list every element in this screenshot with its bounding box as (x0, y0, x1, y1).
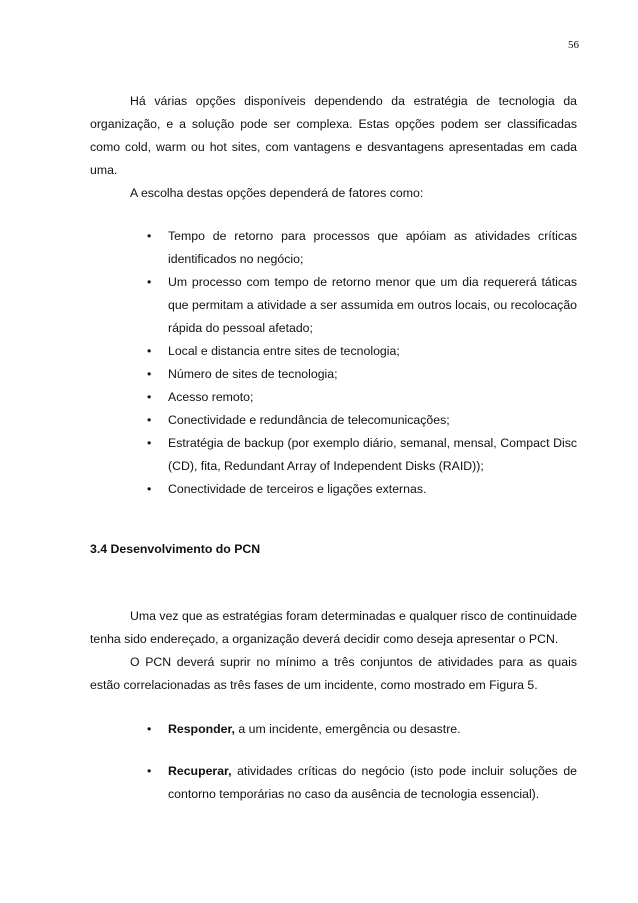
list-item (90, 225, 577, 271)
bullet-icon: • (147, 344, 152, 358)
list-item (90, 478, 577, 501)
phase-term: Recuperar, (168, 764, 232, 778)
section-heading: 3.4 Desenvolvimento do PCN (90, 542, 261, 556)
factors-list (90, 225, 577, 501)
strategy-paragraph: Uma vez que as estratégias foram determinadas e qualquer risco de continuidade tenha sido endereçado, a organização deverá decidir como deseja apresentar o PCN. (90, 609, 577, 646)
page-content (90, 90, 577, 806)
list-item-text: Estratégia de backup (por exemplo diário, semanal, mensal, Compact Disc (CD), fita, Redundant Array of Independent Disks (RAID)); (168, 436, 577, 473)
bullet-icon: • (147, 482, 152, 496)
bullet-icon: • (147, 722, 152, 736)
bullet-icon: • (147, 436, 152, 450)
bullet-icon: • (147, 229, 152, 243)
list-item-text: Conectividade de terceiros e ligações externas. (168, 482, 427, 496)
phase-text: atividades críticas do negócio (isto pode incluir soluções de contorno temporárias no caso da ausência de tecnologia essencial). (168, 764, 577, 801)
list-item (90, 718, 577, 741)
list-item (90, 409, 577, 432)
intro-paragraph: Há várias opções disponíveis dependendo da estratégia de tecnologia da organização, e a solução pode ser complexa. Estas opções podem ser classificadas como cold, warm ou hot sites, com vantagens e desvantagens apresentadas em cada uma. (90, 94, 577, 177)
activities-paragraph: O PCN deverá suprir no mínimo a três conjuntos de atividades para as quais estão correlacionadas as três fases de um incidente, como mostrado em Figura 5. (90, 655, 577, 692)
phases-list (90, 718, 577, 806)
bullet-icon: • (147, 413, 152, 427)
list-item-text: Número de sites de tecnologia; (168, 367, 338, 381)
list-item (90, 363, 577, 386)
bullet-icon: • (147, 390, 152, 404)
bullet-icon: • (147, 275, 152, 289)
list-item-text: Conectividade e redundância de telecomunicações; (168, 413, 450, 427)
list-item-text: Local e distancia entre sites de tecnologia; (168, 344, 400, 358)
list-item-text: Um processo com tempo de retorno menor que um dia requererá táticas que permitam a atividade a ser assumida em outros locais, ou recolocação rápida do pessoal afetado; (168, 275, 577, 335)
list-item (90, 386, 577, 409)
factors-lead-paragraph: A escolha destas opções dependerá de fatores como: (130, 186, 424, 200)
list-item (90, 271, 577, 340)
list-item-text: Tempo de retorno para processos que apóiam as atividades críticas identificados no negócio; (168, 229, 577, 266)
list-item-text: Acesso remoto; (168, 390, 254, 404)
phase-text: a um incidente, emergência ou desastre. (234, 722, 461, 736)
bullet-icon: • (147, 367, 152, 381)
bullet-icon: • (147, 764, 152, 778)
phase-term: Responder, (168, 722, 235, 736)
page-number: 56 (568, 39, 579, 51)
list-item (90, 760, 577, 806)
list-item (90, 432, 577, 478)
list-item (90, 340, 577, 363)
